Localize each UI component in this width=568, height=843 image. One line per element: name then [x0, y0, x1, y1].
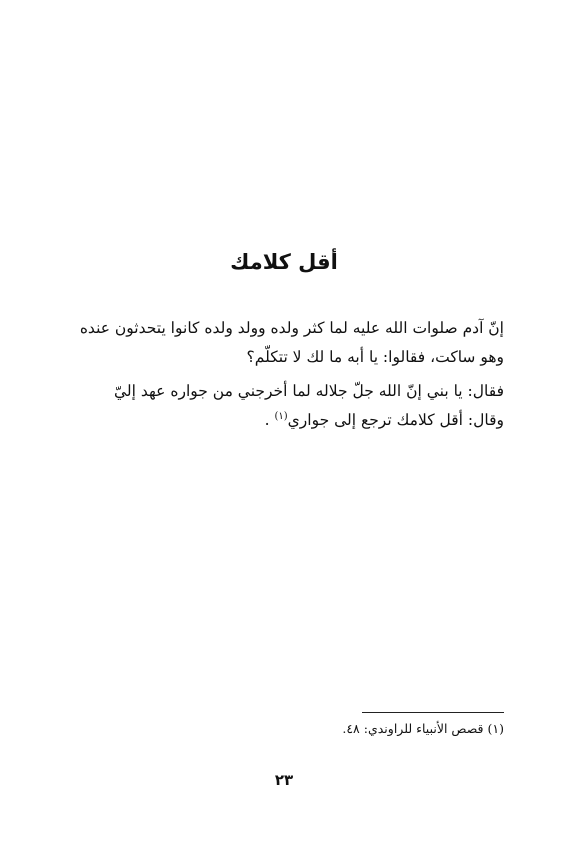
chapter-title: أقل كلامك	[230, 250, 338, 275]
footnote-reference[interactable]: (١)	[274, 410, 288, 422]
paragraph-1-line-2: وهو ساكت، فقالوا: يا أبه ما لك لا تتكلّم؟	[246, 348, 504, 366]
page-number: ٢٣	[274, 771, 294, 789]
footnote: (١) قصص الأنبياء للراوندي: ٤٨.	[342, 721, 504, 736]
paragraph-2-line-1: فقال: يا بني إنّ الله جلّ جلاله لما أخرجني من جواره عهد إليّ	[114, 382, 504, 400]
body-text	[70, 314, 504, 435]
sentence-end-mark: .	[264, 411, 270, 429]
paragraph-1	[70, 314, 504, 372]
footnote-divider	[362, 712, 504, 713]
paragraph-2-line-2: وقال: أقل كلامك ترجع إلى جواري	[287, 411, 504, 429]
paragraph-1-line-1: إنّ آدم صلوات الله عليه لما كثر ولده وولد ولده كانوا يتحدثون عنده	[79, 319, 504, 337]
paragraph-2	[70, 377, 504, 435]
